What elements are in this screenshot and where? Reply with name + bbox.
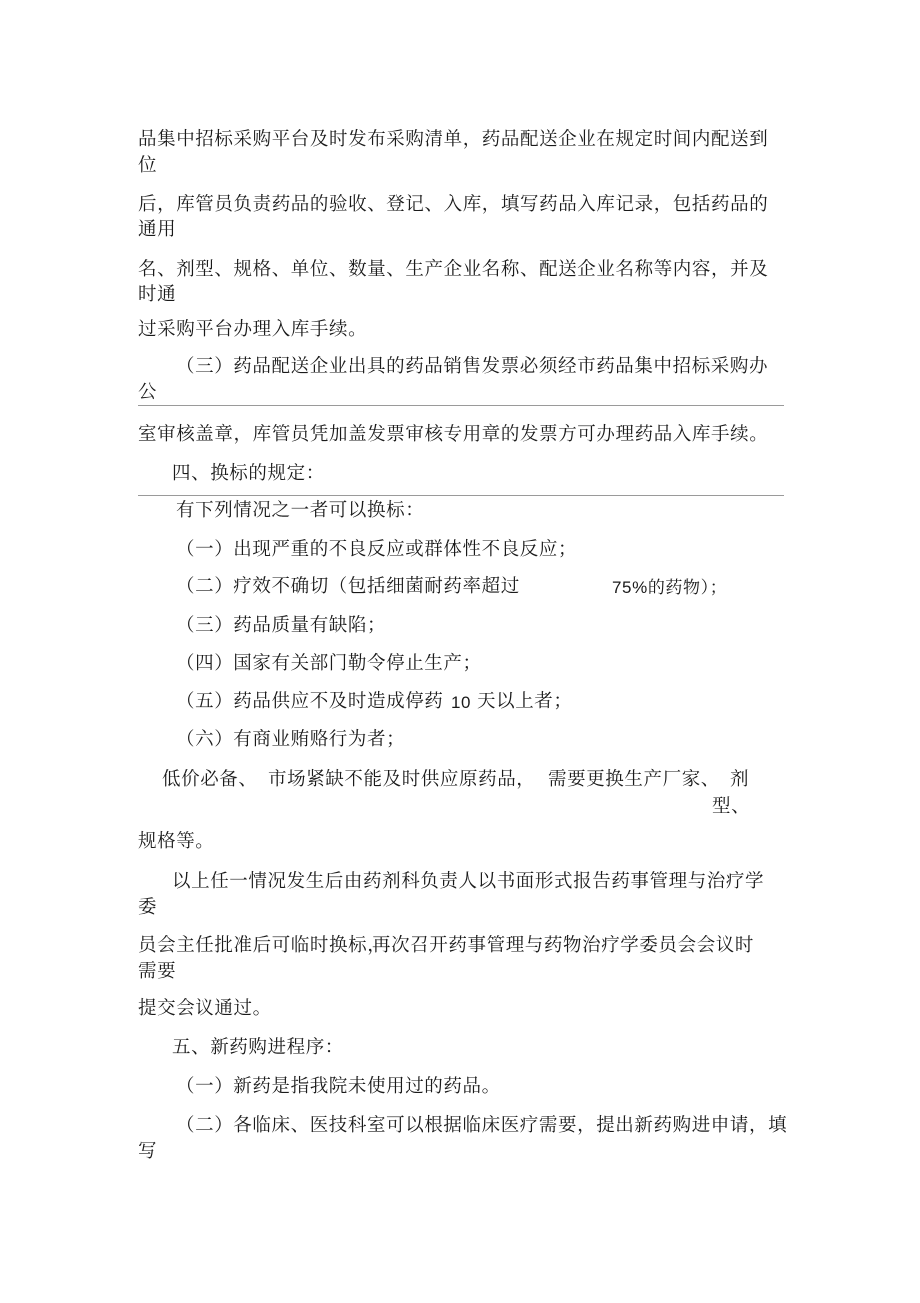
text-fragment: 员会主任批准后可临时换标， [138,935,387,956]
text-line: 规格等。 [138,831,215,852]
list-item: （五）药品供应不及时造成停药 [176,691,444,712]
text-line: 名、剂型、规格、单位、数量、生产企业名称、配送企业名称等内容，并及 [138,259,769,280]
list-item: （一）出现严重的不良反应或群体性不良反应； [176,539,578,560]
section-heading: 五、新药购进程序： [172,1037,344,1058]
text-line: 以上任一情况发生后由药剂科负责人以书面形式报告药事管理与治疗学 [172,871,765,892]
list-item: （三）药品质量有缺陷； [176,615,387,636]
list-item: （二）疗效不确切（包括细菌耐药率超过 [176,576,520,597]
text-line: 品集中招标采购平台及时发布采购清单，药品配送企业在规定时间内配送到 [138,129,769,150]
text-line: 需要 [138,961,177,982]
horizontal-rule [138,405,784,406]
text-line: （三）药品配送企业出具的药品销售发票必须经市药品集中招标采购办 [176,356,769,377]
text-line: 写 [138,1141,158,1162]
horizontal-rule [138,495,784,496]
list-item: （一）新药是指我院未使用过的药品。 [176,1076,501,1097]
text-fragment: 型、 [712,796,751,817]
text-fragment: 市场紧缺不能及时供应原药品， [268,769,536,790]
text-line: 公 [138,382,158,403]
list-item: （二）各临床、医技科室可以根据临床医疗需要，提出新药购进申请，填 [176,1115,788,1136]
text-line: 提交会议通过。 [138,998,272,1019]
section-heading: 四、换标的规定： [172,463,325,484]
text-line: 后，库管员负责药品的验收、登记、入库，填写药品入库记录，包括药品的 [138,194,769,215]
text-fragment: 需要更换生产厂家、 [548,769,720,790]
text-fragment: 低价必备、 [162,769,258,790]
text-line: 室审核盖章，库管员凭加盖发票审核专用章的发票方可办理药品入库手续。 [138,424,769,445]
text-line: 委 [138,897,158,918]
text-line: 位 [138,155,158,176]
text-line: 过采购平台办理入库手续。 [138,319,368,340]
list-item-continuation: 75%的药物）； [612,578,728,597]
text-line: 时通 [138,284,177,305]
list-item-continuation: 天以上者； [477,691,573,712]
list-item: （四）国家有关部门勒令停止生产； [176,653,482,674]
list-item-number: 10 [451,693,472,712]
text-line: 通用 [138,219,177,240]
text-line: 有下列情况之一者可以换标： [176,500,425,521]
text-fragment: 剂 [730,769,750,790]
text-fragment: 再次召开药事管理与药物治疗学委员会会议时 [372,935,755,956]
list-item: （六）有商业贿赂行为者； [176,729,406,750]
